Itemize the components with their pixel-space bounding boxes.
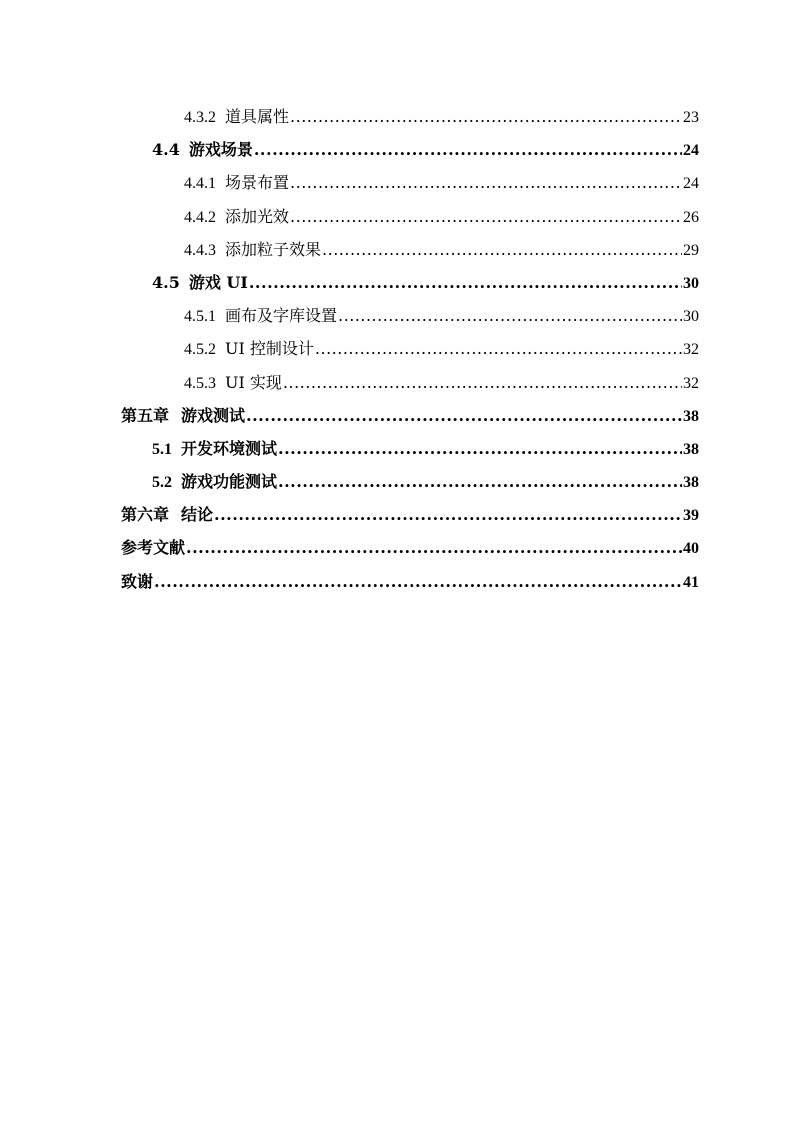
toc-dot-leader <box>214 501 682 529</box>
toc-dot-leader <box>283 369 682 397</box>
toc-entry-page: 41 <box>683 573 699 591</box>
toc-dot-leader <box>278 468 682 496</box>
toc-entry-number: 第五章 <box>121 405 170 425</box>
toc-entry-number: 4.4.1 <box>184 175 216 193</box>
toc-entry-number: 4.3.2 <box>184 109 216 126</box>
toc-entry-4-5-3[interactable] <box>121 369 699 402</box>
toc-dot-leader <box>290 203 682 231</box>
toc-entry-page: 38 <box>683 407 699 425</box>
toc-dot-leader <box>322 236 682 264</box>
toc-entry-title: 画布及字库设置 <box>225 306 338 326</box>
toc-entry-page: 30 <box>683 274 699 292</box>
toc-entry-5-2[interactable] <box>121 468 699 501</box>
toc-entry-4-5-1[interactable] <box>121 302 699 335</box>
toc-entry-number: 4.5.1 <box>184 308 216 326</box>
toc-entry-5-1[interactable] <box>121 435 699 468</box>
toc-dot-leader <box>315 335 682 363</box>
toc-dot-leader <box>290 169 682 197</box>
toc-entry-title: 游戏测试 <box>181 405 246 425</box>
toc-entry-number: 4.4 <box>152 140 180 160</box>
toc-dot-leader <box>249 269 682 297</box>
toc-dot-leader <box>290 103 682 131</box>
toc-entry-page: 24 <box>683 175 699 193</box>
toc-entry-number: 4.5.2 <box>184 341 216 359</box>
toc-dot-leader <box>246 402 682 430</box>
toc-entry-number: 第六章 <box>121 505 170 525</box>
toc-entry-title: 道具属性 <box>225 107 290 126</box>
toc-entry-page: 32 <box>683 374 699 392</box>
toc-entry-page: 30 <box>683 308 699 326</box>
toc-entry-4-4-3[interactable] <box>121 236 699 269</box>
toc-entry-page: 26 <box>683 208 699 226</box>
toc-entry-4-5[interactable] <box>121 269 699 302</box>
toc-entry-4-4[interactable] <box>121 136 699 169</box>
toc-entry-page: 29 <box>683 241 699 259</box>
toc-entry-4-5-2[interactable] <box>121 335 699 368</box>
toc-entry-title: 致谢 <box>121 571 154 591</box>
toc-entry-title: 添加粒子效果 <box>225 239 322 259</box>
toc-entry-title: UI 实现 <box>225 372 282 392</box>
toc-entry-title: 游戏场景 <box>188 140 253 160</box>
toc-entry-page: 23 <box>683 109 699 126</box>
toc-entry-number: 4.4.2 <box>184 208 216 226</box>
toc-entry-number: 5.1 <box>152 440 172 458</box>
toc-entry-title: 开发环境测试 <box>181 438 278 458</box>
toc-entry-4-4-2[interactable] <box>121 203 699 236</box>
toc-dot-leader <box>154 568 682 596</box>
toc-dot-leader <box>278 435 682 463</box>
toc-entry-title: 添加光效 <box>225 206 290 226</box>
toc-entry-title: UI 控制设计 <box>225 339 314 359</box>
toc-entry-number: 4.4.3 <box>184 241 216 259</box>
toc-entry-chapter-5[interactable] <box>121 402 699 435</box>
toc-entry-number: 4.5.3 <box>184 374 216 392</box>
toc-entry-title: 游戏 UI <box>188 272 248 292</box>
toc-entry-number: 4.5 <box>152 272 180 292</box>
toc-entry-4-4-1[interactable] <box>121 169 699 202</box>
toc-entry-title: 场景布置 <box>225 173 290 193</box>
table-of-contents <box>121 103 699 601</box>
toc-entry-number: 5.2 <box>152 474 172 492</box>
toc-dot-leader <box>254 136 682 164</box>
toc-entry-4-3-2[interactable] <box>121 103 699 136</box>
toc-entry-page: 32 <box>683 341 699 359</box>
toc-entry-title: 游戏功能测试 <box>181 472 278 492</box>
toc-dot-leader <box>338 302 682 330</box>
toc-entry-references[interactable] <box>121 534 699 567</box>
toc-entry-page: 38 <box>683 474 699 492</box>
toc-entry-acknowledgements[interactable] <box>121 568 699 601</box>
toc-entry-title: 参考文献 <box>121 538 186 558</box>
toc-entry-page: 40 <box>683 540 699 558</box>
toc-entry-chapter-6[interactable] <box>121 501 699 534</box>
toc-entry-page: 24 <box>683 142 699 160</box>
toc-entry-page: 39 <box>683 507 699 525</box>
toc-entry-page: 38 <box>683 440 699 458</box>
toc-dot-leader <box>186 534 682 562</box>
toc-entry-title: 结论 <box>181 505 214 525</box>
